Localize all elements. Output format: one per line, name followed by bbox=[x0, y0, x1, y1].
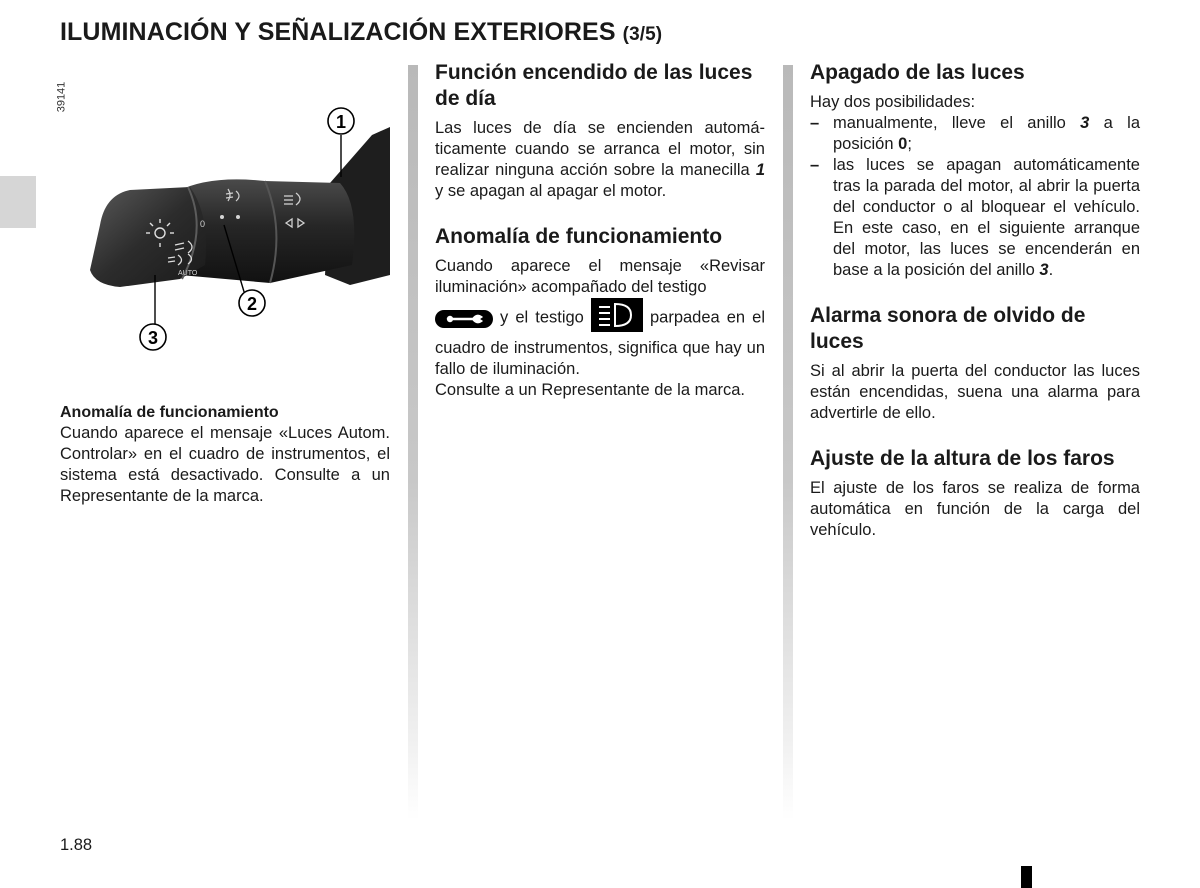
figure-number: 39141 bbox=[55, 81, 68, 113]
section-body: Las luces de día se encienden automáticamente cuando se arranca el motor, sin realizar ninguna acción sobre la manecilla 1 y se apagan al apagar el motor. bbox=[435, 119, 765, 200]
section-intro: Hay dos posibilidades: bbox=[810, 93, 976, 111]
callout-2-label: 2 bbox=[246, 294, 258, 314]
options-list bbox=[810, 113, 1140, 281]
section-body: Cuando aparece el mensaje «Revisar iluminación» acompañado del testigo y el testigo parpadea en el cuadro de instrumentos, significa que hay un fallo de iluminación. bbox=[435, 257, 765, 378]
left-heading: Anomalía de funcionamiento bbox=[60, 404, 279, 421]
corner-mark bbox=[1021, 866, 1032, 888]
section-body-contact: Consulte a un Representante de la marca. bbox=[435, 381, 746, 399]
list-item: – manualmente, lleve el anillo 3 a la posición 0; bbox=[810, 113, 1140, 155]
list-item: – las luces se apagan automáticamente tras la parada del motor, al abrir la puerta del conductor o al bloquear el vehículo. En este caso, en el siguiente arranque del motor, las luces se encenderán en base a la posición del anillo 3. bbox=[810, 155, 1140, 281]
section-body: Si al abrir la puerta del conductor las luces están encendidas, suena una alarma para advertirle de ello. bbox=[810, 362, 1140, 422]
section-title: Apagado de las luces bbox=[810, 61, 1025, 84]
page-title bbox=[60, 18, 662, 47]
section-body: El ajuste de los faros se realiza de forma automática en función de la carga del vehículo. bbox=[810, 479, 1140, 539]
column-divider-bar bbox=[783, 65, 793, 820]
middle-column bbox=[435, 60, 765, 423]
malfunction-section bbox=[435, 224, 765, 401]
left-body: Cuando aparece el mensaje «Luces Autom. Controlar» en el cuadro de instrumentos, el sistema está desactivado. Consulte a un Representante de la marca. bbox=[60, 424, 390, 505]
light-stalk-illustration bbox=[55, 65, 400, 365]
headlight-adjust-section bbox=[810, 446, 1140, 541]
lights-alarm-section bbox=[810, 303, 1140, 424]
ring-dot bbox=[220, 215, 224, 219]
page-number: 1.88 bbox=[60, 836, 93, 854]
zero-mark: 0 bbox=[200, 219, 206, 229]
auto-label: AUTO bbox=[178, 270, 198, 277]
ring-dot bbox=[236, 215, 240, 219]
page-part: (3/5) bbox=[622, 24, 663, 45]
section-title: Función encendido de las luces de día bbox=[435, 61, 753, 110]
callout-3-label: 3 bbox=[147, 328, 159, 348]
right-column bbox=[810, 60, 1140, 563]
lights-off-section bbox=[810, 60, 1140, 281]
callout-1-label: 1 bbox=[335, 112, 347, 132]
section-title: Alarma sonora de olvido de luces bbox=[810, 304, 1086, 353]
section-title: Ajuste de la altura de los faros bbox=[810, 447, 1115, 470]
wrench-warning-icon bbox=[435, 309, 493, 335]
left-column-text bbox=[60, 402, 390, 507]
daytime-lights-section bbox=[435, 60, 765, 202]
light-stalk-figure bbox=[55, 65, 400, 365]
page-title-text: ILUMINACIÓN Y SEÑALIZACIÓN EXTERIORES bbox=[60, 18, 616, 46]
column-divider-bar bbox=[408, 65, 418, 820]
headlight-warning-icon bbox=[591, 298, 643, 338]
side-tab-marker bbox=[0, 176, 36, 228]
section-title: Anomalía de funcionamiento bbox=[435, 225, 723, 248]
